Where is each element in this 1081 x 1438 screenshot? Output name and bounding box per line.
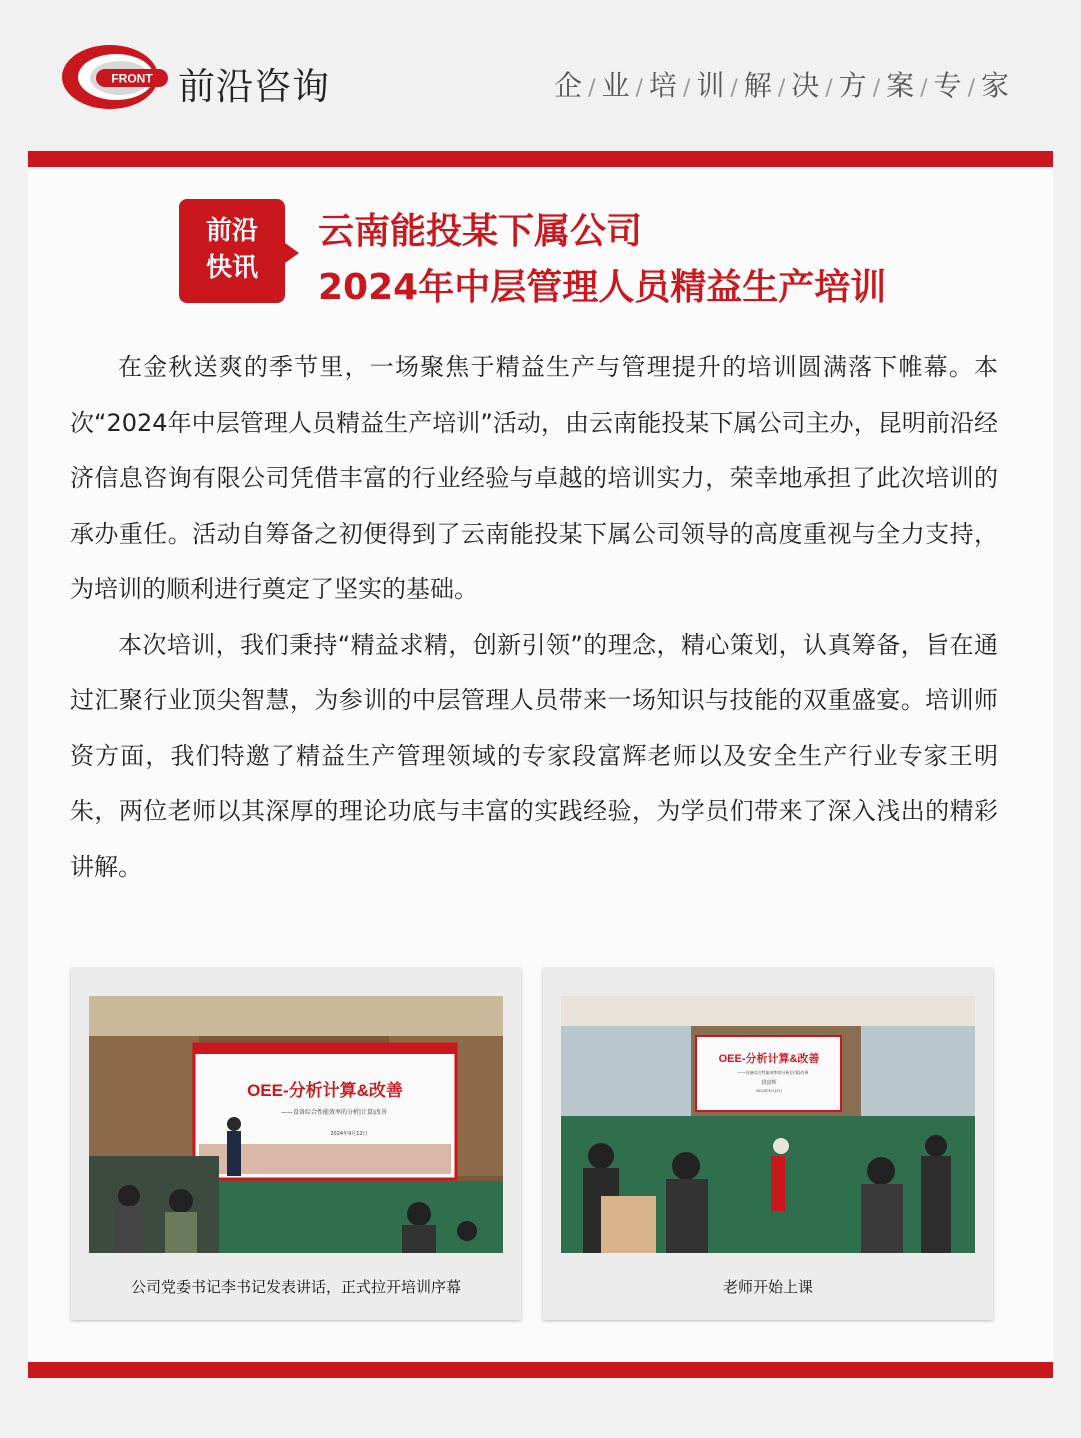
logo-text: FRONT [111,71,153,86]
photo-teacher-lecture [561,996,975,1253]
photo-card-teacher-lecture [543,968,993,1320]
brand-name: 前沿咨询 [178,65,330,108]
screen-name: 段富辉 [761,1080,777,1086]
screen-date: 2024年9月12日 [755,1089,783,1093]
photo-caption: 老师开始上课 [722,1278,813,1296]
article-paragraph: 在金秋送爽的季节里，一场聚焦于精益生产与管理提升的培训圆满落下帷幕。本次“2024年中层管理人员精益生产培训”活动，由云南能投某下属公司主办，昆明前沿经济信息咨询有限公司凭借丰富的行业经验与卓越的培训实力，荣幸地承担了此次培训的承办重任。活动自筹备之初便得到了云南能投某下属公司领导的高度重视与全力支持，为培训的顺利进行奠定了坚实的基础。 [70,353,998,603]
headline-line2: 2024年中层管理人员精益生产培训 [318,267,887,308]
top-red-divider [28,151,1053,167]
page-header [0,0,1081,150]
photo-opening-speech [89,996,503,1253]
headline [318,204,886,316]
news-tag [179,199,285,303]
news-tag-line2: 快讯 [205,253,258,283]
article-paragraph: 本次培训，我们秉持“精益求精，创新引领”的理念，精心策划，认真筹备，旨在通过汇聚行业顶尖智慧，为参训的中层管理人员带来一场知识与技能的双重盛宴。培训师资方面，我们特邀了精益生产管理领域的专家段富辉老师以及安全生产行业专家王明朱，两位老师以其深厚的理论功底与丰富的实践经验，为学员们带来了深入浅出的精彩讲解。 [70,630,998,881]
screen-title: OEE-分析计算&改善 [718,1053,820,1065]
slogan: 企 / 业 / 培 / 训 / 解 / 决 / 方 / 案 / 专 / 家 [554,69,1011,102]
bottom-red-divider [28,1362,1053,1378]
article-body [70,340,998,895]
screen-title: OEE-分析计算&改善 [247,1081,403,1100]
screen-subtitle: ——设备综合性能效率的分析|计算|改善 [737,1070,809,1075]
front-logo [60,42,170,112]
photo-caption: 公司党委书记李书记发表讲话，正式拉开培训序幕 [130,1278,461,1296]
screen-subtitle: ——设备综合性能效率的分析|计算|改善 [280,1109,388,1116]
news-tag-line1: 前沿 [205,216,258,246]
headline-line1: 云南能投某下属公司 [318,211,643,252]
photo-card-opening-speech [71,968,521,1320]
screen-date: 2024年9月12日 [330,1131,368,1137]
